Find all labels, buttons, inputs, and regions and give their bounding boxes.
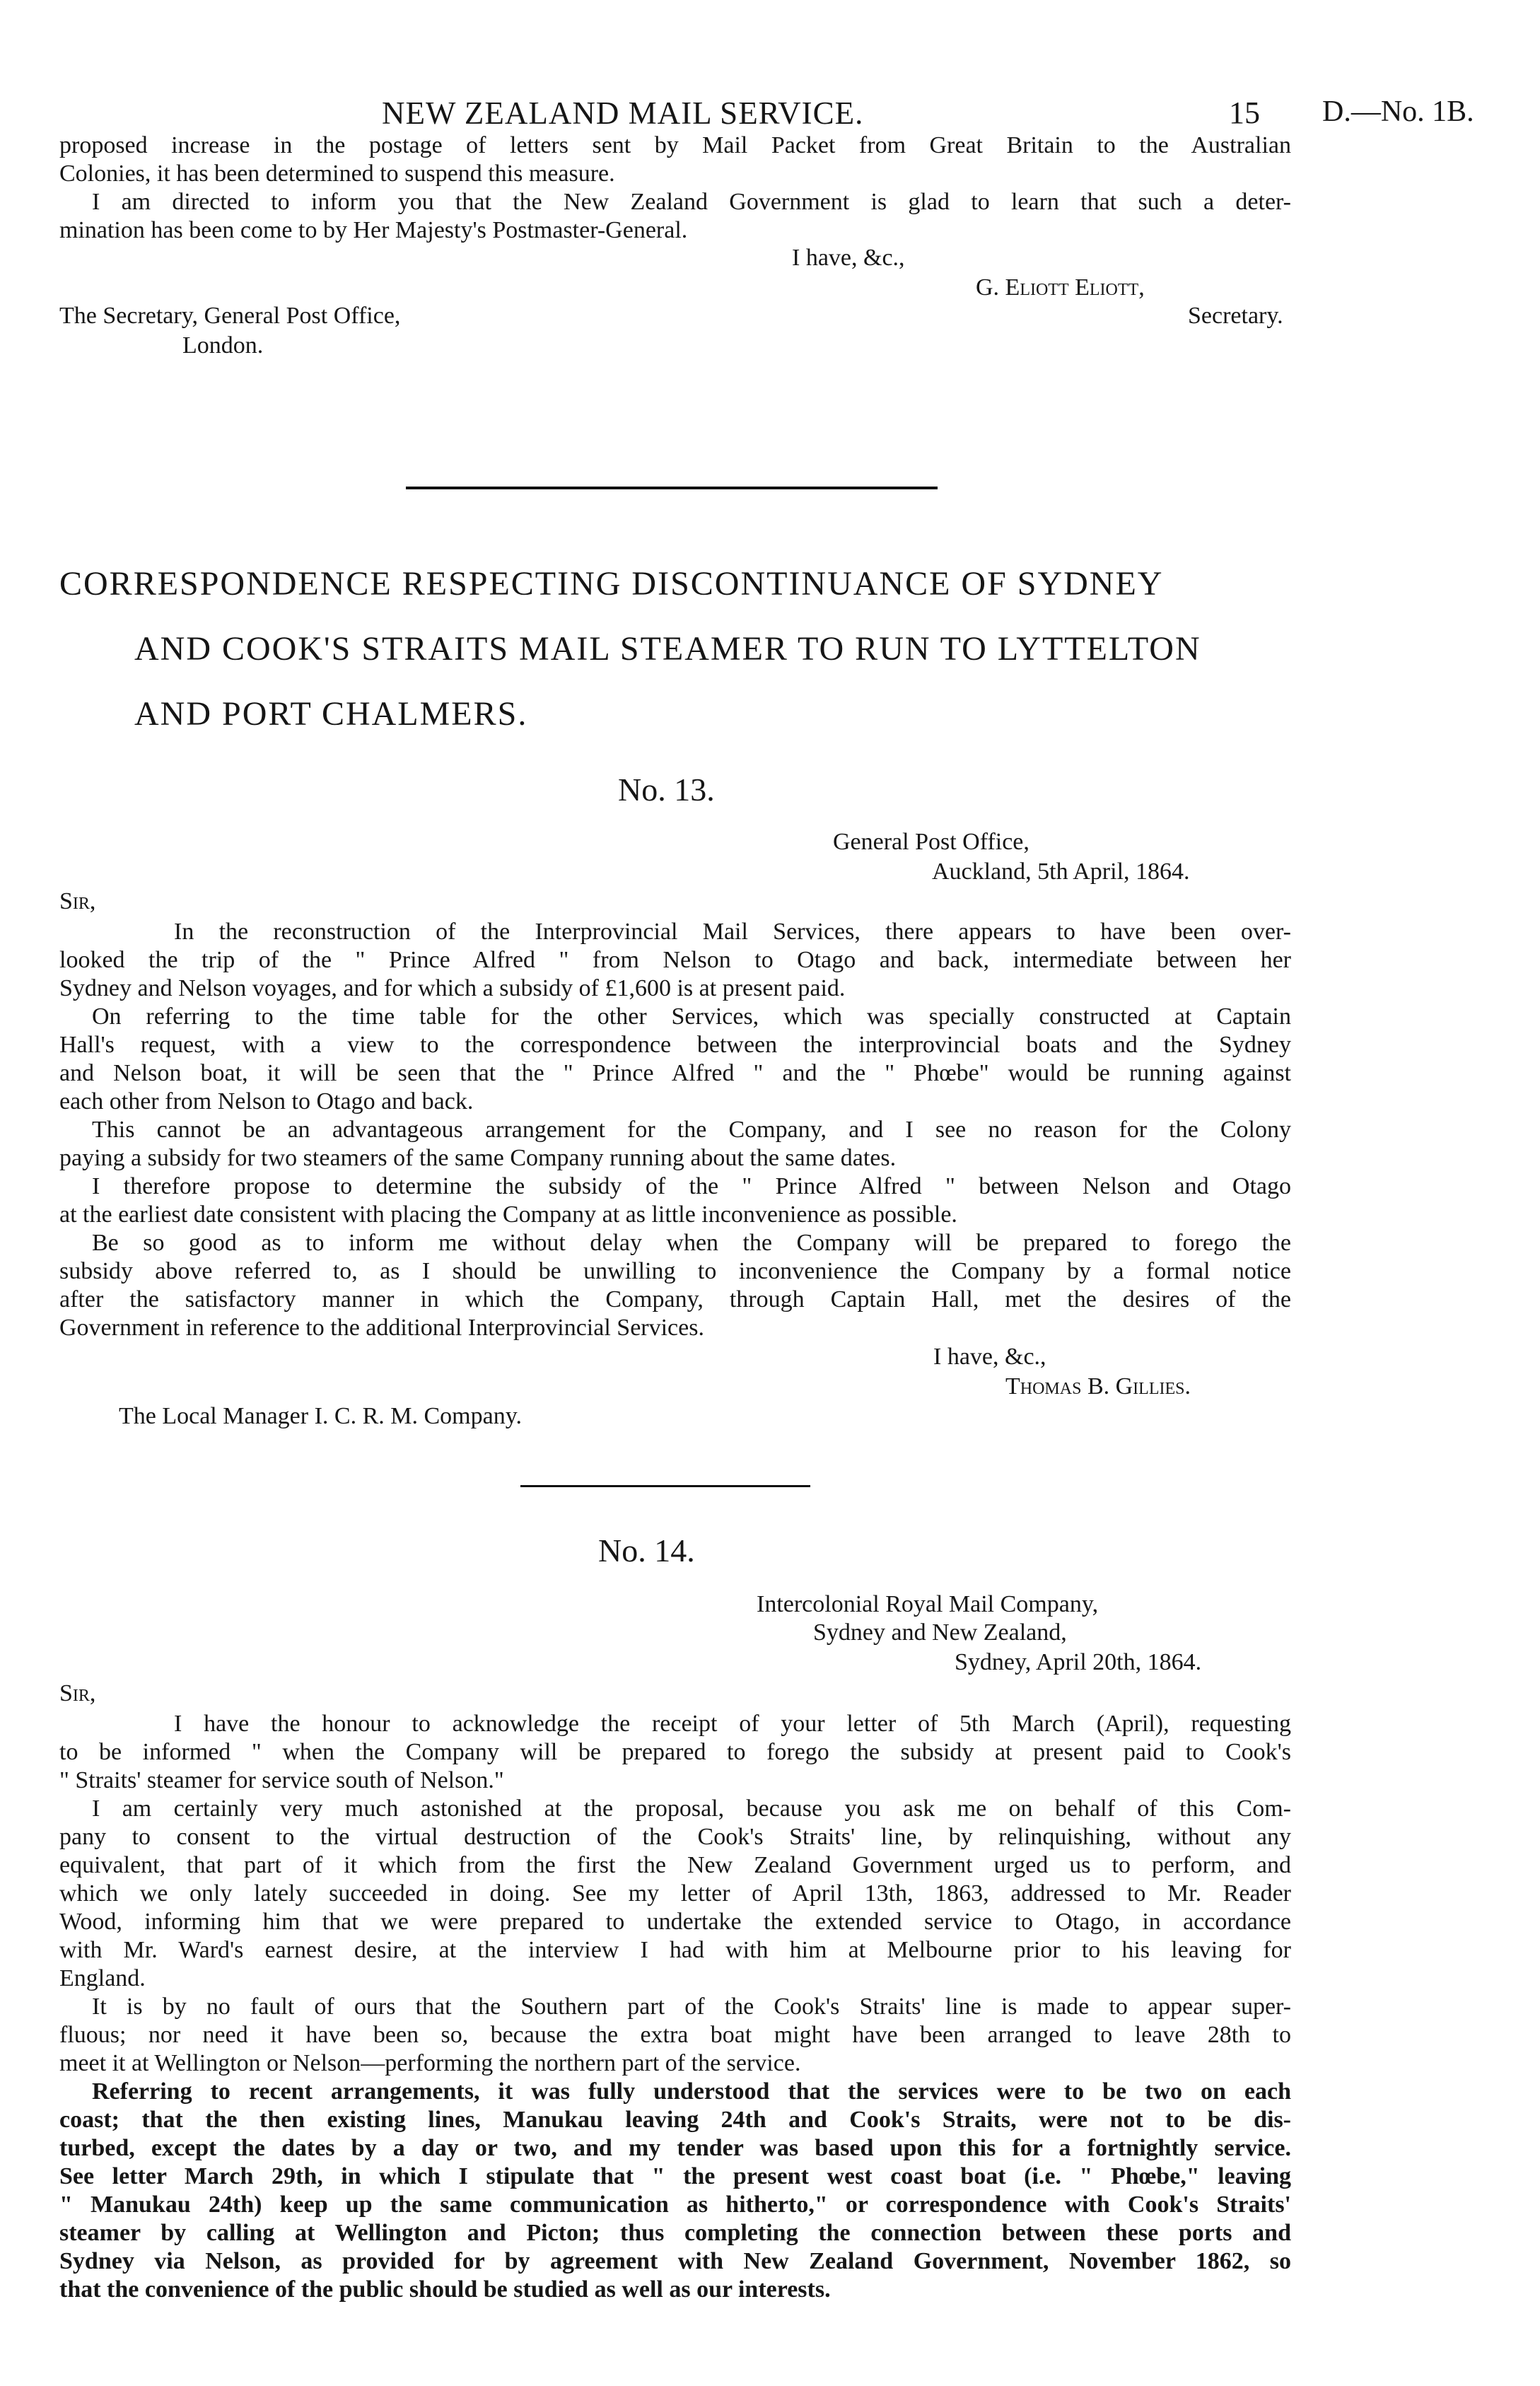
body-line: with Mr. Ward's earnest desire, at the interview I had with him at Melbourne prior to his leaving for	[59, 1937, 1291, 1963]
section-title-line: CORRESPONDENCE RESPECTING DISCONTINUANCE OF SYDNEY	[59, 565, 1164, 603]
body-line: Be so good as to inform me without delay when the Company will be prepared to forego the	[92, 1230, 1291, 1256]
closing: I have, &c.,	[933, 1344, 1046, 1370]
body-line: Sydney and Nelson voyages, and for which a subsidy of £1,600 is at present paid.	[59, 975, 846, 1001]
letter-number: No. 13.	[618, 772, 715, 808]
body-line: Government in reference to the additional Interprovincial Services.	[59, 1315, 704, 1341]
letter-divider	[520, 1485, 810, 1487]
body-line: to be informed " when the Company will be prepared to forego the subsidy at present paid to Cook's	[59, 1739, 1291, 1765]
body-line: turbed, except the dates by a day or two, and my tender was based upon this for a fortnightly service.	[59, 2135, 1291, 2161]
body-line: I am directed to inform you that the New Zealand Government is glad to learn that such a deter-	[92, 189, 1291, 215]
body-line: It is by no fault of ours that the Southern part of the Cook's Straits' line is made to appear super-	[92, 1994, 1291, 2020]
addressee: The Local Manager I. C. R. M. Company.	[119, 1403, 522, 1429]
body-line: that the convenience of the public should be studied as well as our interests.	[59, 2276, 831, 2303]
body-line: Colonies, it has been determined to suspend this measure.	[59, 161, 615, 187]
body-line: proposed increase in the postage of letters sent by Mail Packet from Great Britain to the Australian	[59, 132, 1291, 158]
section-title-line: AND COOK'S STRAITS MAIL STEAMER TO RUN TO LYTTELTON	[134, 630, 1201, 668]
addressee-city: London.	[182, 332, 264, 359]
body-line: looked the trip of the " Prince Alfred " from Nelson to Otago and back, intermediate between her	[59, 947, 1291, 973]
body-line: I therefore propose to determine the subsidy of the " Prince Alfred " between Nelson and Otago	[92, 1173, 1291, 1199]
body-line: meet it at Wellington or Nelson—performing the northern part of the service.	[59, 2050, 801, 2076]
salutation: Sir,	[59, 888, 96, 914]
body-line: equivalent, that part of it which from the first the New Zealand Government urged us to perform, and	[59, 1852, 1291, 1878]
body-line: steamer by calling at Wellington and Picton; thus completing the connection between these ports and	[59, 2220, 1291, 2246]
letter-place: Intercolonial Royal Mail Company,	[757, 1591, 1099, 1617]
body-line: Hall's request, with a view to the correspondence between the interprovincial boats and the Sydney	[59, 1032, 1291, 1058]
body-line: Referring to recent arrangements, it was fully understood that the services were to be two on each	[92, 2078, 1291, 2105]
closing: I have, &c.,	[792, 245, 905, 271]
body-line: which we only lately succeeded in doing. See my letter of April 13th, 1863, addressed to Mr. Reader	[59, 1880, 1291, 1907]
body-line: On referring to the time table for the other Services, which was specially constructed at Captain	[92, 1003, 1291, 1030]
section-divider	[406, 487, 938, 489]
body-line: mination has been come to by Her Majesty's Postmaster-General.	[59, 217, 688, 243]
running-title: NEW ZEALAND MAIL SERVICE.	[382, 95, 864, 131]
body-line: each other from Nelson to Otago and back.	[59, 1088, 474, 1115]
body-line: " Straits' steamer for service south of Nelson."	[59, 1767, 504, 1793]
document-reference: D.—No. 1B.	[1322, 95, 1474, 128]
letter-place: Sydney and New Zealand,	[813, 1619, 1067, 1646]
letter-date: Auckland, 5th April, 1864.	[932, 859, 1190, 885]
salutation: Sir,	[59, 1680, 96, 1706]
body-line: See letter March 29th, in which I stipulate that " the present west coast boat (i.e. " Phœbe," leaving	[59, 2163, 1291, 2189]
body-line: Sydney via Nelson, as provided for by agreement with New Zealand Government, November 1862, so	[59, 2248, 1291, 2274]
body-line: " Manukau 24th) keep up the same communication as hitherto," or correspondence with Cook's Straits'	[59, 2192, 1291, 2218]
body-line: This cannot be an advantageous arrangement for the Company, and I see no reason for the Colony	[92, 1117, 1291, 1143]
body-line: fluous; nor need it have been so, because the extra boat might have been arranged to leave 28th to	[59, 2022, 1291, 2048]
body-line: coast; that the then existing lines, Manukau leaving 24th and Cook's Straits, were not to be dis-	[59, 2107, 1291, 2133]
body-line: England.	[59, 1965, 146, 1991]
signature: G. Eliott Eliott,	[976, 274, 1145, 301]
body-line: Wood, informing him that we were prepared to undertake the extended service to Otago, in accordance	[59, 1909, 1291, 1935]
body-line: I am certainly very much astonished at the proposal, because you ask me on behalf of this Com-	[92, 1796, 1291, 1822]
page-number: 15	[1229, 95, 1260, 130]
letter-number: No. 14.	[598, 1532, 695, 1569]
section-title-line: AND PORT CHALMERS.	[134, 695, 528, 733]
body-line: subsidy above referred to, as I should be unwilling to inconvenience the Company by a formal notice	[59, 1258, 1291, 1284]
addressee: The Secretary, General Post Office,	[59, 303, 401, 329]
letter-date: Sydney, April 20th, 1864.	[955, 1649, 1202, 1675]
letter-place: General Post Office,	[833, 829, 1029, 855]
body-line: paying a subsidy for two steamers of the same Company running about the same dates.	[59, 1145, 897, 1171]
body-line: at the earliest date consistent with placing the Company at as little inconvenience as possible.	[59, 1201, 957, 1228]
body-line: I have the honour to acknowledge the receipt of your letter of 5th March (April), requesting	[174, 1711, 1291, 1737]
body-line: In the reconstruction of the Interprovincial Mail Services, there appears to have been over-	[174, 919, 1291, 945]
body-line: after the satisfactory manner in which the Company, through Captain Hall, met the desires of the	[59, 1286, 1291, 1313]
body-line: and Nelson boat, it will be seen that the " Prince Alfred " and the " Phœbe" would be running against	[59, 1060, 1291, 1086]
body-line: pany to consent to the virtual destruction of the Cook's Straits' line, by relinquishing, without any	[59, 1824, 1291, 1850]
signature-title: Secretary.	[1188, 303, 1283, 329]
signature: Thomas B. Gillies.	[1005, 1373, 1191, 1399]
